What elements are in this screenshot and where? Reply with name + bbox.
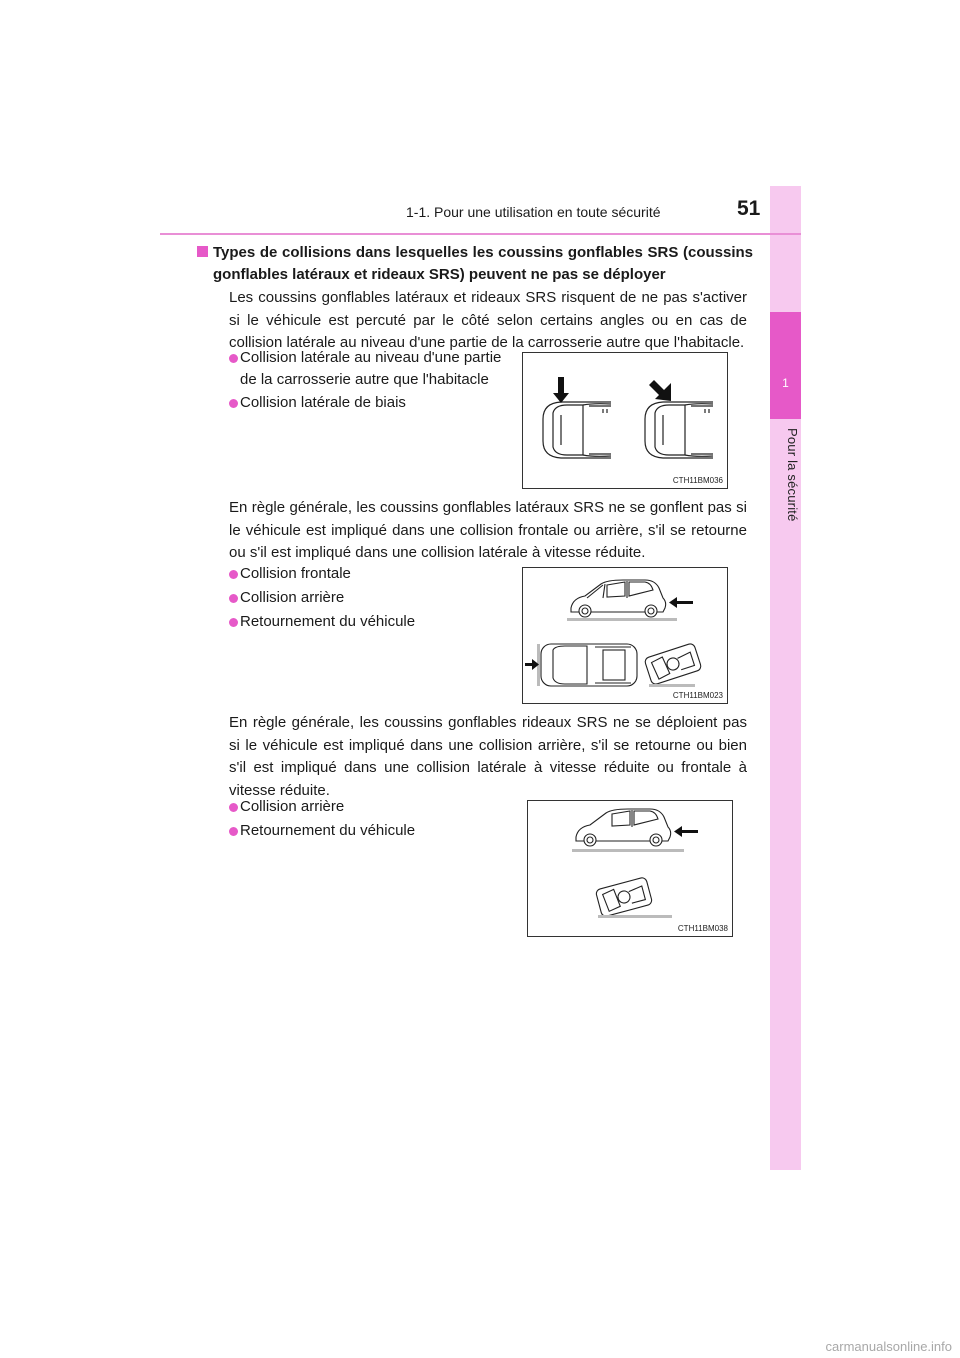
section-heading bbox=[213, 242, 753, 286]
rear-impact-arrow bbox=[674, 826, 698, 837]
list-item bbox=[229, 392, 505, 414]
list-item-text: Collision arrière bbox=[240, 589, 345, 606]
car-side-view bbox=[576, 809, 671, 846]
bullet-dot-icon bbox=[229, 570, 238, 579]
list-item-text: Retournement du véhicule bbox=[240, 822, 416, 839]
header-rule bbox=[160, 233, 801, 235]
bullet-dot-icon bbox=[229, 594, 238, 603]
impact-arrow-diagonal bbox=[649, 380, 671, 401]
heading-square-icon bbox=[197, 246, 208, 257]
list-item-text: Collision latérale de biais bbox=[240, 394, 406, 411]
ground-line bbox=[572, 849, 684, 852]
rear-rollover-illustration bbox=[528, 801, 732, 936]
list-item-text: Retournement du véhicule bbox=[240, 613, 416, 630]
front-rear-rollover-illustration bbox=[523, 568, 727, 703]
list-item bbox=[229, 820, 499, 842]
figure-code: CTH11BM036 bbox=[672, 476, 723, 485]
list-item bbox=[229, 347, 505, 391]
figure-front-rear-rollover bbox=[522, 567, 728, 704]
paragraph-1: Les coussins gonflables latéraux et rideaux SRS risquent de ne pas s'activer si le véhicule est percuté par le côté selon certains angles ou en cas de collision latérale au niveau d'une partie de la carrosserie autre que l'habitacle. bbox=[229, 289, 747, 351]
chapter-number: 1 bbox=[782, 376, 789, 390]
list-item bbox=[229, 796, 499, 818]
watermark: carmanualsonline.info bbox=[825, 1339, 952, 1354]
page-number: 51 bbox=[737, 197, 761, 220]
list-item bbox=[229, 611, 499, 633]
car-rollover bbox=[595, 877, 652, 918]
rear-impact-arrow bbox=[669, 597, 693, 608]
section-title: 1-1. Pour une utilisation en toute sécurité bbox=[406, 204, 661, 220]
car-top-view-2 bbox=[645, 402, 713, 458]
car-top-view-1 bbox=[543, 402, 611, 458]
figure-code: CTH11BM023 bbox=[672, 691, 723, 700]
bullet-dot-icon bbox=[229, 803, 238, 812]
list-item bbox=[229, 563, 499, 585]
bullet-dot-icon bbox=[229, 618, 238, 627]
figure-code: CTH11BM038 bbox=[677, 924, 728, 933]
car-side-view bbox=[571, 580, 666, 617]
paragraph-3: En règle générale, les coussins gonflables rideaux SRS ne se déploient pas si le véhicule est impliqué dans une collision arrière, s'il se retourne ou bien s'il est impliqué dans une collision latérale à vitesse réduite ou frontale à vitesse réduite. bbox=[229, 714, 747, 799]
bullet-dot-icon bbox=[229, 827, 238, 836]
figure-rear-rollover bbox=[527, 800, 733, 937]
bullet-dot-icon bbox=[229, 399, 238, 408]
paragraph-2: En règle générale, les coussins gonflables latéraux SRS ne se gonflent pas si le véhicule est impliqué dans une collision frontale ou arrière, s'il se retourne ou s'il est impliqué dans une collision latérale à vitesse réduite. bbox=[229, 499, 747, 561]
car-rollover bbox=[644, 643, 702, 686]
ground-line bbox=[567, 618, 677, 621]
bullet-dot-icon bbox=[229, 354, 238, 363]
side-collision-illustration bbox=[523, 353, 727, 488]
front-impact-arrow bbox=[525, 659, 539, 670]
section-heading-text: Types de collisions dans lesquelles les coussins gonflables SRS (coussins gonflables latéraux et rideaux SRS) peuvent ne pas se déployer bbox=[213, 244, 753, 283]
impact-arrow-vertical bbox=[553, 377, 569, 403]
chapter-label: Pour la sécurité bbox=[785, 428, 800, 522]
chapter-side-tab-active bbox=[770, 312, 801, 419]
list-item-text: Collision arrière bbox=[240, 798, 345, 815]
list-item bbox=[229, 587, 499, 609]
list-item-text: Collision latérale au niveau d'une partie de la carrosserie autre que l'habitacle bbox=[240, 349, 502, 388]
list-item-text: Collision frontale bbox=[240, 565, 351, 582]
car-top-view bbox=[541, 644, 637, 686]
figure-side-collision bbox=[522, 352, 728, 489]
